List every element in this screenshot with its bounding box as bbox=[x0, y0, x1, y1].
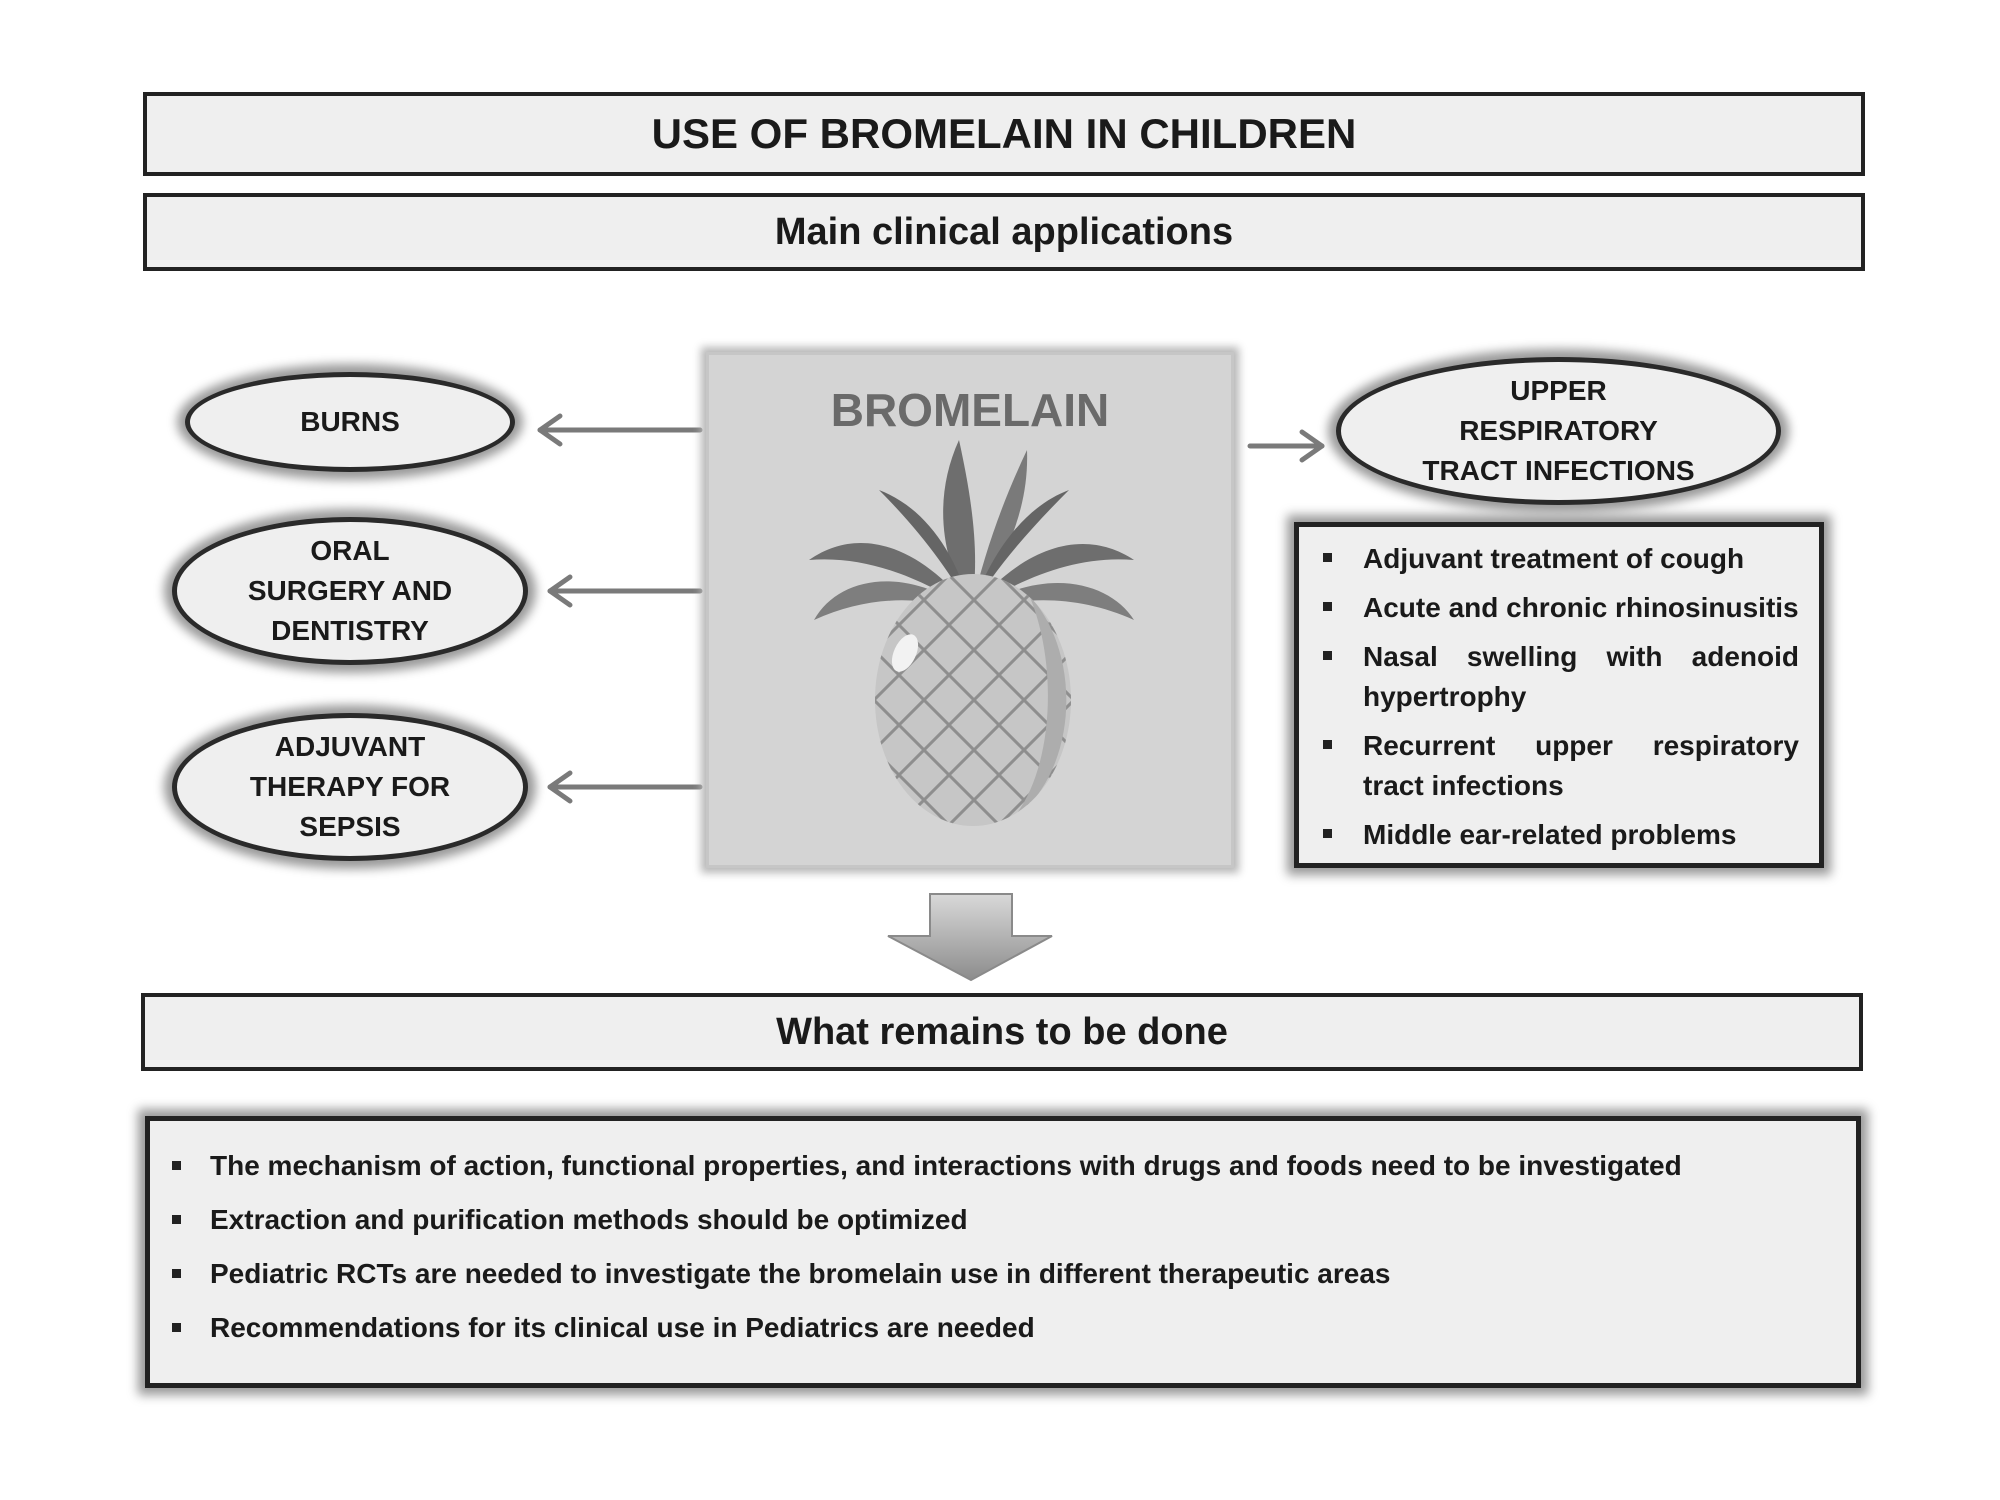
bullet-icon bbox=[172, 1215, 181, 1224]
main-applications-heading: Main clinical applications bbox=[143, 193, 1865, 271]
arrow-to-urti bbox=[1250, 432, 1322, 460]
bullet-icon bbox=[172, 1161, 181, 1170]
bullet-icon bbox=[172, 1269, 181, 1278]
bullet-icon bbox=[1323, 553, 1332, 562]
list-item: Recurrent upper respiratory tract infections bbox=[1323, 726, 1799, 806]
arrow-to-sepsis bbox=[550, 773, 700, 801]
remaining-list bbox=[172, 1146, 1832, 1348]
list-item: Pediatric RCTs are needed to investigate the bromelain use in different therapeutic areas bbox=[172, 1254, 1832, 1294]
list-item: Nasal swelling with adenoid hypertrophy bbox=[1323, 637, 1799, 717]
down-arrow bbox=[888, 894, 1052, 980]
arrow-to-oral-surgery bbox=[550, 577, 700, 605]
list-item: The mechanism of action, functional properties, and interactions with drugs and foods need to be investigated bbox=[172, 1146, 1832, 1186]
list-item: Recommendations for its clinical use in Pediatrics are needed bbox=[172, 1308, 1832, 1348]
urti-details-box bbox=[1294, 522, 1824, 868]
application-sepsis: ADJUVANT THERAPY FOR SEPSIS bbox=[172, 713, 528, 861]
bullet-icon bbox=[172, 1323, 181, 1332]
bullet-icon bbox=[1323, 651, 1332, 660]
urti-list bbox=[1323, 539, 1799, 855]
list-item: Middle ear-related problems bbox=[1323, 815, 1799, 855]
list-item: Acute and chronic rhinosinusitis bbox=[1323, 588, 1799, 628]
application-upper-respiratory: UPPER RESPIRATORY TRACT INFECTIONS bbox=[1336, 357, 1781, 505]
remaining-box bbox=[145, 1116, 1861, 1388]
bromelain-label: BROMELAIN bbox=[830, 384, 1110, 436]
remaining-heading: What remains to be done bbox=[141, 993, 1863, 1071]
application-burns: BURNS bbox=[185, 372, 515, 472]
bullet-icon bbox=[1323, 740, 1332, 749]
application-oral-surgery: ORAL SURGERY AND DENTISTRY bbox=[172, 517, 528, 665]
bullet-icon bbox=[1323, 829, 1332, 838]
list-item: Adjuvant treatment of cough bbox=[1323, 539, 1799, 579]
bullet-icon bbox=[1323, 602, 1332, 611]
bromelain-panel bbox=[706, 352, 1234, 868]
page-title: USE OF BROMELAIN IN CHILDREN bbox=[143, 92, 1865, 176]
list-item: Extraction and purification methods should be optimized bbox=[172, 1200, 1832, 1240]
arrow-to-burns bbox=[540, 416, 700, 444]
